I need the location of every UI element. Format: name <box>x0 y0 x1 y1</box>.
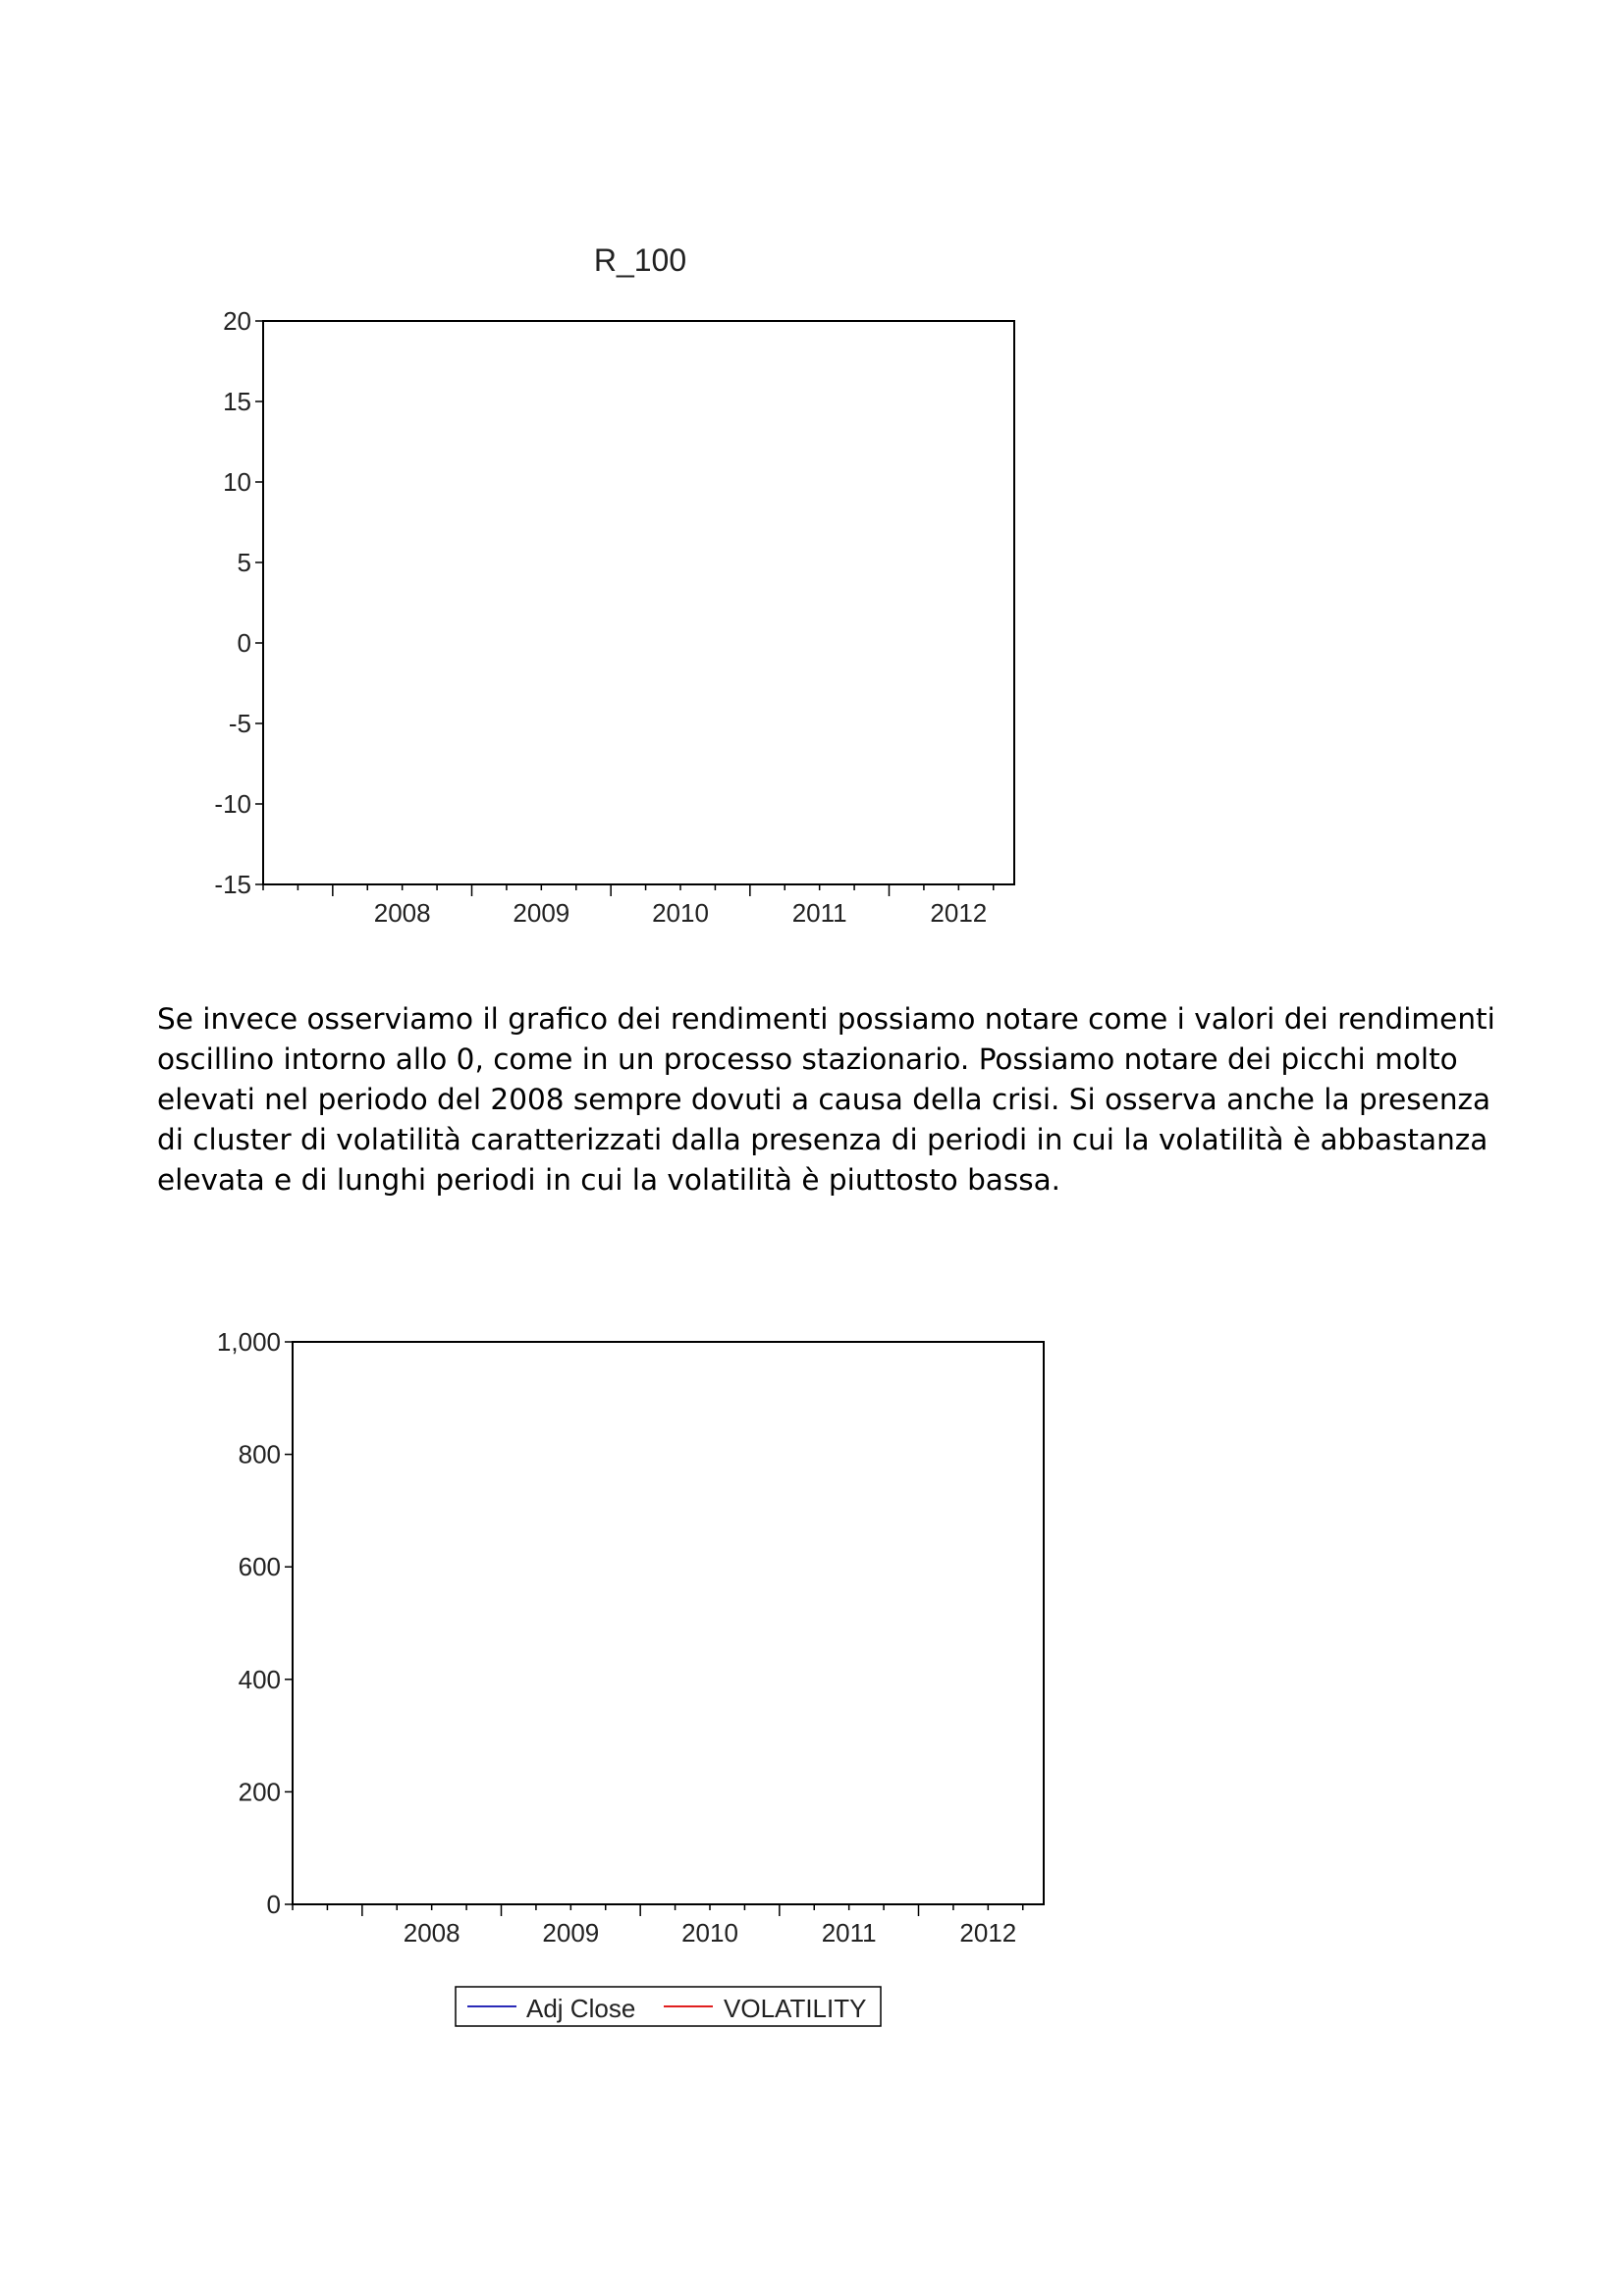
y-tick-label: 800 <box>238 1439 281 1469</box>
y-tick-label: 600 <box>238 1552 281 1582</box>
y-tick-label: 400 <box>238 1664 281 1694</box>
x-tick-label: 2009 <box>513 898 570 928</box>
legend-label-volatility: VOLATILITY <box>724 1994 867 2023</box>
x-tick-label: 2008 <box>403 1918 460 1948</box>
price-volatility-chart <box>0 1296 1080 2042</box>
y-tick-label: 0 <box>237 628 251 658</box>
y-axis <box>214 306 263 899</box>
y-tick-label: 10 <box>223 467 251 497</box>
plot-frame <box>293 1342 1044 1904</box>
y-tick-label: 15 <box>223 387 251 416</box>
y-tick-label: 1,000 <box>216 1327 281 1357</box>
x-axis <box>263 884 994 928</box>
x-axis <box>293 1904 1023 1948</box>
legend <box>456 1987 881 2026</box>
x-tick-label: 2011 <box>821 1918 877 1948</box>
y-tick-label: -5 <box>228 709 251 738</box>
y-tick-label: 20 <box>223 306 251 336</box>
x-tick-label: 2012 <box>959 1918 1017 1948</box>
plot-frame <box>263 321 1014 884</box>
x-tick-label: 2009 <box>542 1918 600 1948</box>
x-tick-label: 2011 <box>791 898 847 928</box>
legend-label-adj-close: Adj Close <box>526 1994 636 2023</box>
y-tick-label: -10 <box>214 789 251 819</box>
chart-title: R_100 <box>593 242 687 278</box>
y-tick-label: -15 <box>214 870 251 899</box>
x-tick-label: 2012 <box>930 898 988 928</box>
body-paragraph: Se invece osserviamo il grafico dei rendimenti possiamo notare come i valori dei rendimenti oscillino intorno allo 0, come in un processo stazionario. Possiamo notare dei picchi molto elevati nel periodo del 2008 sempre dovuti a causa della crisi. Si osserva anche la presenza di cluster di volatilità caratterizzati dalla presenza di periodi in cui la volatilità è abbastanza elevata e di lunghi periodi in cui la volatilità è piuttosto bassa. <box>157 1002 1495 1197</box>
returns-chart <box>0 226 1080 942</box>
x-tick-label: 2010 <box>652 898 709 928</box>
y-tick-label: 200 <box>238 1777 281 1807</box>
y-tick-label: 0 <box>266 1890 281 1919</box>
x-tick-label: 2010 <box>681 1918 738 1948</box>
y-axis <box>217 1327 293 1919</box>
y-tick-label: 5 <box>237 548 251 577</box>
x-tick-label: 2008 <box>373 898 431 928</box>
